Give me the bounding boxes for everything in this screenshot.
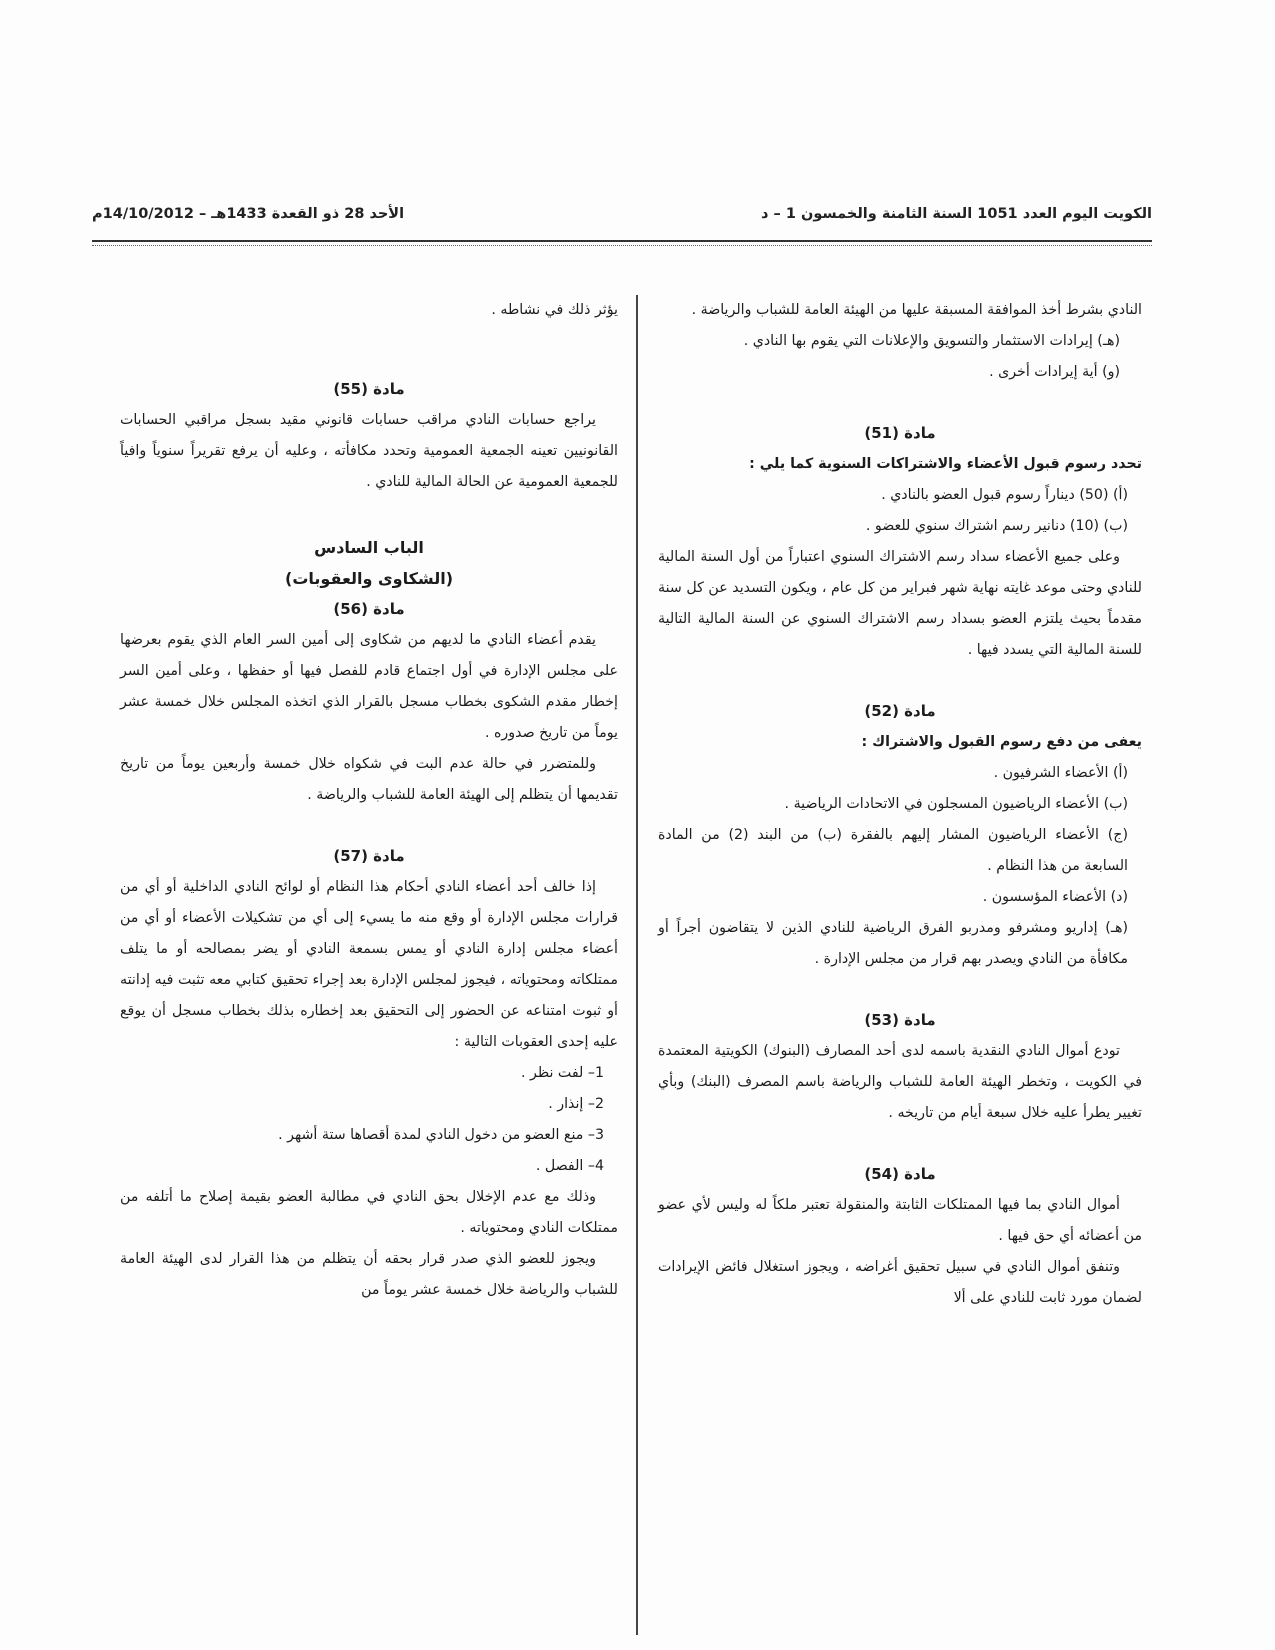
paragraph: يقدم أعضاء النادي ما لديهم من شكاوى إلى أمين السر العام الذي يقوم بعرضها على مجلس الإدارة في أول اجتماع قادم للفصل فيها أو حفظها ، وعلى أمين السر إخطار مقدم الشكوى بخطاب مسجل بالقرار الذي اتخذه المجلس خلال خمسة عشر يوماً من تاريخ صدوره . [120,632,618,741]
list-item: (هـ) إيرادات الاستثمار والتسويق والإعلانات التي يقوم بها النادي . [743,333,1120,349]
chapter-title: الباب السادس [314,538,424,557]
article-heading-52: مادة (52) [864,702,936,720]
list-item: (أ) الأعضاء الشرفيون . [993,765,1128,781]
paragraph: النادي بشرط أخذ الموافقة المسبقة عليها من الهيئة العامة للشباب والرياضة . [691,302,1142,318]
paragraph: يؤثر ذلك في نشاطه . [491,302,618,318]
paragraph: وتنفق أموال النادي في سبيل تحقيق أغراضه ، ويجوز استغلال فائض الإيرادات لضمان مورد ثابت للنادي على ألا [658,1259,1142,1306]
article-heading-57: مادة (57) [333,847,405,865]
article-heading-55: مادة (55) [333,380,405,398]
paragraph: وللمتضرر في حالة عدم البت في شكواه خلال خمسة وأربعين يوماً من تاريخ تقديمها أن يتظلم إلى الهيئة العامة للشباب والرياضة . [120,756,618,803]
article-heading-56: مادة (56) [333,600,405,618]
running-header [92,206,1152,232]
list-item: (و) أية إيرادات أخرى . [989,364,1120,380]
list-item: (ب) الأعضاء الرياضيون المسجلون في الاتحادات الرياضية . [784,796,1128,812]
article-heading-51: مادة (51) [864,424,936,442]
left-column [120,295,618,1306]
header-publication-info: الكويت اليوم العدد 1051 السنة الثامنة والخمسون 1 – د [761,206,1152,222]
paragraph: يراجع حسابات النادي مراقب حسابات قانوني مقيد بسجل مراقبي الحسابات القانونيين تعينه الجمعية العمومية وتحدد مكافأته ، وعليه أن يرفع تقريراً سنوياً وافياً للجمعية العمومية عن الحالة المالية للنادي . [120,412,618,490]
paragraph: أموال النادي بما فيها الممتلكات الثابتة والمنقولة تعتبر ملكاً له وليس لأي عضو من أعضائه أي حق فيها . [658,1197,1142,1244]
paragraph: تودع أموال النادي النقدية باسمه لدى أحد المصارف (البنوك) الكويتية المعتمدة في الكويت ، وتخطر الهيئة العامة للشباب والرياضة باسم المصرف (البنك) وبأي تغيير يطرأ عليه خلال سبعة أيام من تاريخه . [658,1043,1142,1121]
article-heading-53: مادة (53) [864,1011,936,1029]
paragraph: وعلى جميع الأعضاء سداد رسم الاشتراك السنوي اعتباراً من أول السنة المالية للنادي وحتى موعد غايته نهاية شهر فبراير من كل عام ، ويكون التسديد عن كل سنة مقدماً بحيث يلتزم العضو بسداد رسم الاشتراك السنوي عن السنة المالية التالية للسنة المالية التي يسدد فيها . [658,549,1142,658]
paragraph: وذلك مع عدم الإخلال بحق النادي في مطالبة العضو بقيمة إصلاح ما أتلفه من ممتلكات النادي ومحتوياته . [120,1189,618,1236]
list-item: (ج) الأعضاء الرياضيون المشار إليهم بالفقرة (ب) من البند (2) من المادة السابعة من هذا النظام . [658,827,1128,874]
list-item: 2– إنذار . [548,1096,604,1112]
list-item: 4– الفصل . [535,1158,604,1174]
list-item: (د) الأعضاء المؤسسون . [982,889,1128,905]
paragraph: إذا خالف أحد أعضاء النادي أحكام هذا النظام أو لوائح النادي الداخلية أو أي من قرارات مجلس الإدارة أو وقع منه ما يسيء إلى أي من تشكيلات الأعضاء أو أي من أعضاء مجلس إدارة النادي أو يمس بسمعة النادي أو يضر بمصالحه أو ما يتلف ممتلكاته ومحتوياته ، فيجوز لمجلس الإدارة بعد إجراء تحقيق كتابي معه تثبت فيه إدانته أو ثبوت امتناعه عن الحضور إلى التحقيق بعد إخطاره بذلك بخطاب مسجل أن يوقع عليه إحدى العقوبات التالية : [120,879,618,1050]
list-item: 3– منع العضو من دخول النادي لمدة أقصاها ستة أشهر . [278,1127,604,1143]
column-divider [636,295,638,1635]
right-column [658,295,1142,1314]
header-rule [92,240,1152,246]
list-item: (أ) (50) ديناراً رسوم قبول العضو بالنادي . [881,487,1128,503]
article-heading-54: مادة (54) [864,1165,936,1183]
article-lead: يعفى من دفع رسوم القبول والاشتراك : [861,734,1142,750]
article-lead: تحدد رسوم قبول الأعضاء والاشتراكات السنوية كما يلي : [749,456,1142,472]
chapter-subtitle: (الشكاوى والعقوبات) [285,569,453,588]
list-item: 1– لفت نظر . [520,1065,604,1081]
header-date: الأحد 28 ذو القعدة 1433هـ – 14/10/2012م [92,206,405,222]
paragraph: ويجوز للعضو الذي صدر قرار بحقه أن يتظلم من هذا القرار لدى الهيئة العامة للشباب والرياضة خلال خمسة عشر يوماً من [120,1251,618,1298]
list-item: (هـ) إداريو ومشرفو ومدربو الفرق الرياضية للنادي الذين لا يتقاضون أجراً أو مكافأة من النادي ويصدر بهم قرار من مجلس الإدارة . [658,920,1128,967]
list-item: (ب) (10) دنانير رسم اشتراك سنوي للعضو . [865,518,1128,534]
